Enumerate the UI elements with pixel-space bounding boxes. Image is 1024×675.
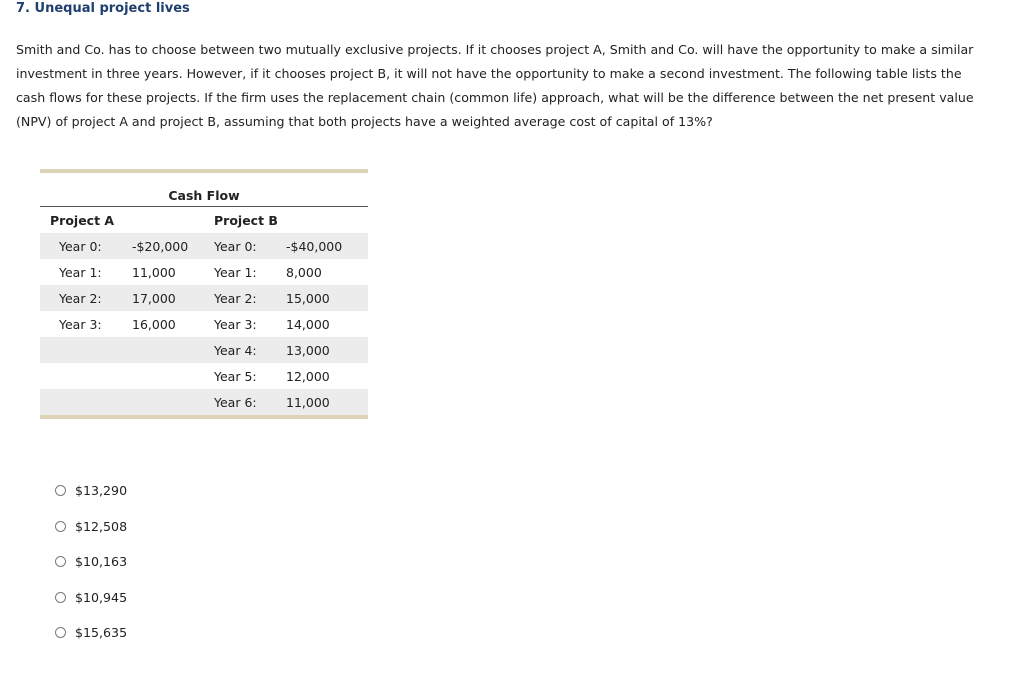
project-a-year [40,363,122,389]
project-b-cash-flow: 11,000 [286,389,368,417]
project-b-cash-flow: 12,000 [286,368,330,384]
project-b-year: Year 6: [204,389,286,417]
project-b-cash-flow: 8,000 [286,264,322,280]
answer-options [55,482,127,660]
project-b-year: Year 3: [214,316,257,332]
project-b-year: Year 4: [204,337,286,363]
cash-flow-header: Cash Flow [40,171,368,207]
project-a-cash-flow [122,337,204,363]
project-a-cash-flow: -$20,000 [122,233,204,259]
project-b-label: Project B [214,212,278,228]
table-row [40,337,368,363]
project-b-cash-flow: -$40,000 [286,233,368,259]
answer-option[interactable] [55,482,127,518]
answer-option-label[interactable]: $15,635 [75,625,128,640]
answer-option-label[interactable]: $10,163 [75,554,128,569]
project-a-year: Year 1: [59,264,102,280]
cash-flow-table [40,169,368,419]
radio-button[interactable] [55,485,66,496]
table-row [40,285,368,311]
project-a-year [40,337,122,363]
project-b-cash-flow: 13,000 [286,337,368,363]
radio-button[interactable] [55,521,66,532]
project-b-year: Year 0: [204,233,286,259]
radio-button[interactable] [55,592,66,603]
table-header-row [40,171,368,207]
project-b-cash-flow: 14,000 [286,316,330,332]
table-row [40,389,368,417]
radio-button[interactable] [55,556,66,567]
project-label-row [40,207,368,234]
project-a-cash-flow [122,363,204,389]
project-b-cash-flow: 15,000 [286,285,368,311]
radio-button[interactable] [55,627,66,638]
project-a-year: Year 3: [59,316,102,332]
project-a-cash-flow: 16,000 [132,316,176,332]
table-row [40,259,368,285]
answer-option-label[interactable]: $13,290 [75,483,128,498]
answer-option-label[interactable]: $12,508 [75,518,128,534]
project-a-label: Project A [50,212,115,228]
answer-option-label[interactable]: $10,945 [75,589,128,605]
answer-option[interactable] [55,589,127,625]
answer-option[interactable] [55,553,127,589]
project-a-cash-flow: 11,000 [132,264,176,280]
table-row [40,311,368,337]
table-row [40,233,368,259]
answer-option[interactable] [55,624,127,660]
question-title: 7. Unequal project lives [16,1,190,16]
project-a-year [40,389,122,417]
table-row [40,363,368,389]
project-a-year: Year 2: [40,285,122,311]
answer-option[interactable] [55,518,127,554]
project-a-cash-flow [122,389,204,417]
project-a-year: Year 0: [40,233,122,259]
project-b-year: Year 5: [214,368,257,384]
project-a-cash-flow: 17,000 [122,285,204,311]
project-b-year: Year 2: [204,285,286,311]
project-b-year: Year 1: [214,264,257,280]
question-text: Smith and Co. has to choose between two mutually exclusive projects. If it chooses project A, Smith and Co. will have the opportunity to make a similar investment in three years. However, if it chooses project B, it will not have the opportunity to make a second investment. The following table lists the cash flows for these projects. If the firm uses the replacement chain (common life) approach, what will be the difference between the net present value (NPV) of project A and project B, assuming that both projects have a weighted average cost of capital of 13%? [16,42,974,129]
